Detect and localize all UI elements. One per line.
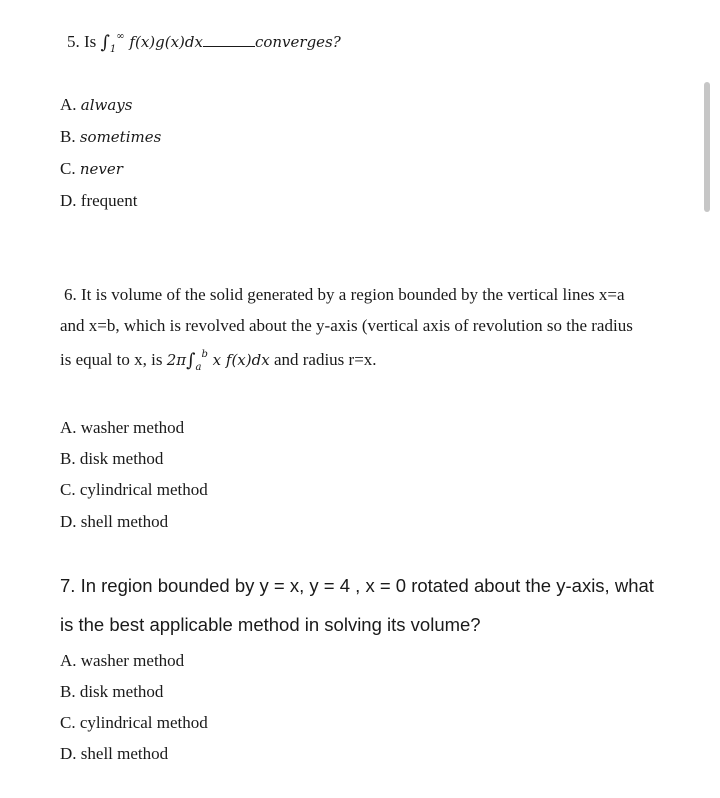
question-7-line-1: 7. In region bounded by y = x, y = 4 , x = 0 rotated about the y-axis, what bbox=[60, 575, 654, 596]
integrand: f(x)g(x)dx bbox=[129, 33, 203, 51]
question-5-number: 5. Is bbox=[67, 32, 97, 51]
q6-option-d: D. shell method bbox=[60, 512, 169, 531]
q5-option-a: A. always bbox=[60, 95, 133, 114]
question-6-line-2: and x=b, which is revolved about the y-axis (vertical axis of revolution so the radius bbox=[60, 316, 633, 335]
q7-option-d: D. shell method bbox=[60, 744, 169, 763]
question-6-line-1: 6. It is volume of the solid generated by a region bounded by the vertical lines x=a bbox=[64, 285, 625, 304]
integral-upper-limit: b bbox=[201, 349, 208, 360]
integrand: x f(x)dx bbox=[212, 351, 270, 369]
q5-option-b: B. sometimes bbox=[60, 127, 162, 146]
question-5-stem bbox=[67, 31, 341, 55]
q6-option-a: A. washer method bbox=[60, 418, 185, 437]
answer-blank bbox=[203, 32, 255, 47]
question-7-line-2: is the best applicable method in solving its volume? bbox=[60, 614, 481, 635]
q7-option-c: C. cylindrical method bbox=[60, 713, 208, 732]
q7-option-a: A. washer method bbox=[60, 651, 185, 670]
question-5-tail: converges? bbox=[254, 33, 341, 51]
question-6-line-3: is equal to x, is $2\pi\int_a^b$ x f(x)dx and radius r=x. bbox=[60, 349, 377, 373]
integral-lower-limit: 1 bbox=[109, 44, 117, 55]
q5-option-c: C. never bbox=[60, 159, 123, 178]
q7-option-b: B. disk method bbox=[60, 682, 164, 701]
q6-option-c: C. cylindrical method bbox=[60, 480, 208, 499]
q6-option-b: B. disk method bbox=[60, 449, 164, 468]
vertical-scrollbar[interactable] bbox=[704, 82, 710, 212]
integral-sign: ∫ bbox=[100, 32, 110, 53]
volume-formula: $2\pi\int_a^b$ x f(x)dx bbox=[166, 349, 270, 373]
q5-option-d: D. frequent bbox=[60, 191, 138, 210]
integral-sign: ∫ bbox=[186, 350, 196, 371]
integral-lower-limit: a bbox=[195, 362, 202, 373]
integral-upper-limit: ∞ bbox=[116, 31, 125, 42]
